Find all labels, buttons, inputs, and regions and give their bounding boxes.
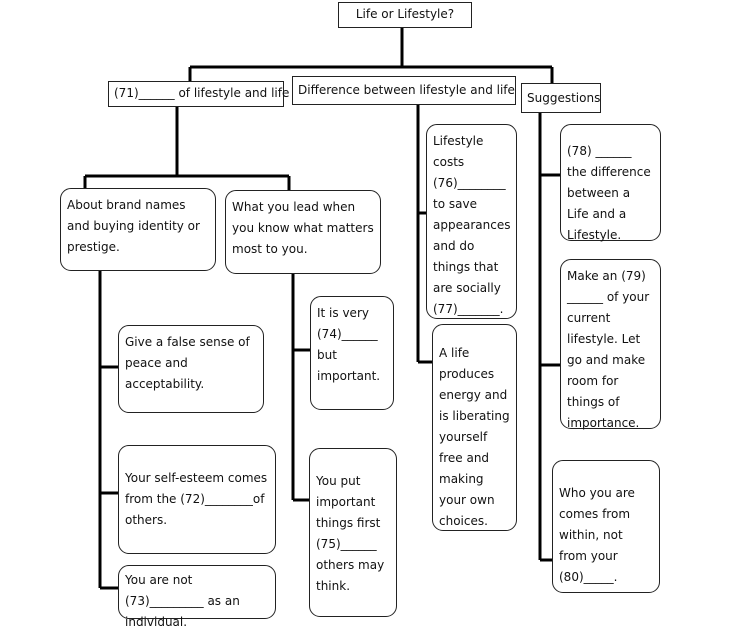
root-label: Life or Lifestyle? (355, 7, 455, 21)
node-false-sense-text: Give a false sense of peace and acceptability. (125, 335, 250, 391)
node-self-esteem (118, 445, 276, 554)
node-suggestion-79 (560, 259, 661, 429)
branch-right-node (521, 83, 601, 113)
node-you-put-text: You put important things first (75)______ others may think. (316, 474, 385, 593)
root-node (338, 2, 472, 28)
node-lifestyle-costs (426, 124, 517, 319)
node-it-is-very-text: It is very (74)______ but important. (317, 306, 381, 383)
node-brand-names (60, 188, 216, 271)
node-a-life (432, 324, 517, 531)
branch-right-label: Suggestions (527, 91, 601, 105)
node-you-are-not-text: You are not (73)_________ as an individual. (125, 573, 240, 629)
node-false-sense (118, 325, 264, 413)
branch-middle-label: Difference between lifestyle and life (298, 83, 515, 97)
node-what-you-lead-text: What you lead when you know what matters most to you. (232, 200, 374, 256)
node-suggestion-80-text: Who you are comes from within, not from your (80)_____. (559, 486, 635, 584)
node-suggestion-80 (552, 460, 660, 593)
node-suggestion-78-text: (78) ______ the difference between a Life and a Lifestyle. (567, 144, 651, 242)
node-you-put (309, 448, 397, 617)
branch-left-node (108, 81, 290, 107)
branch-left-label: (71)______ of lifestyle and life (114, 86, 290, 100)
node-a-life-text: A life produces energy and is liberating yourself free and making your own choices. (439, 346, 510, 528)
branch-middle-node (292, 76, 516, 105)
node-lifestyle-costs-text: Lifestyle costs (76)________ to save appearances and do things that are socially (77)_______. (433, 134, 511, 316)
node-self-esteem-text: Your self-esteem comes from the (72)________of others. (125, 471, 268, 527)
node-suggestion-78 (560, 124, 661, 241)
node-brand-names-text: About brand names and buying identity or prestige. (67, 198, 200, 254)
node-it-is-very (310, 296, 394, 410)
node-suggestion-79-text: Make an (79) ______ of your current lifestyle. Let go and make room for things of importance. (567, 269, 650, 430)
node-you-are-not (118, 565, 276, 629)
node-what-you-lead (225, 190, 381, 274)
